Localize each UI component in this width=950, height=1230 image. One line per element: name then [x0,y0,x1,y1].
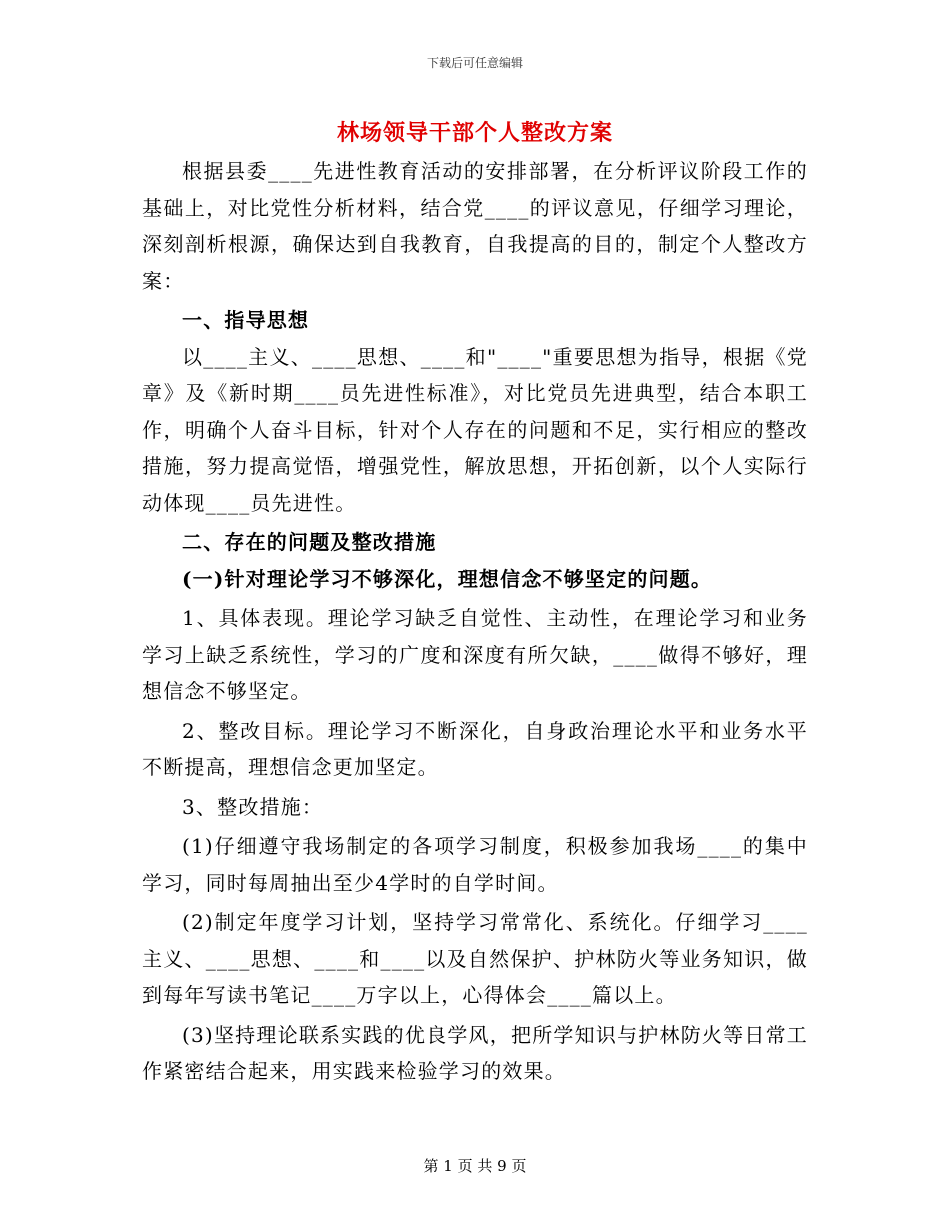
item-3-paragraph: 3、整改措施： [182,794,324,819]
measure-1-paragraph: (1)仔细遵守我场制定的各项学习制度，积极参加我场____的集中学习，同时每周抽出至少4学时的自学时间。 [142,834,808,895]
document-body [142,153,808,1090]
subsection-1-heading: (一)针对理论学习不够深化，理想信念不够坚定的问题。 [182,566,713,591]
document-title: 林场领导干部个人整改方案 [336,120,613,146]
measure-3-paragraph: (3)坚持理论联系实践的优良学风，把所学知识与护林防火等日常工作紧密结合起来，用实践来检验学习的效果。 [142,1022,808,1083]
page-number-footer: 第 1 页 共 9 页 [423,1157,527,1175]
intro-paragraph: 根据县委____先进性教育活动的安排部署，在分析评议阶段工作的基础上，对比党性分析材料，结合党____的评议意见，仔细学习理论，深刻剖析根源，确保达到自我教育，自我提高的目的，制定个人整改方案： [142,159,808,293]
section-2-heading: 二、存在的问题及整改措施 [182,530,437,554]
section-1-paragraph: 以____主义、____思想、____和"____"重要思想为指导，根据《党章》及《新时期____员先进性标准》，对比党员先进典型，结合本职工作，明确个人奋斗目标，针对个人存在的问题和不足，实行相应的整改措施，努力提高觉悟，增强党性，解放思想，开拓创新，以个人实际行动体现____员先进性。 [142,344,808,515]
item-2-paragraph: 2、整改目标。理论学习不断深化，自身政治理论水平和业务水平不断提高，理想信念更加坚定。 [142,718,808,779]
page-header-note: 下载后可任意编辑 [426,56,523,70]
section-1-heading: 一、指导思想 [182,308,310,332]
measure-2-paragraph: (2)制定年度学习计划，坚持学习常常化、系统化。仔细学习____主义、____思想、____和____以及自然保护、护林防火等业务知识，做到每年写读书笔记____万字以上，心得体会____篇以上。 [142,910,808,1007]
item-1-paragraph: 1、具体表现。理论学习缺乏自觉性、主动性，在理论学习和业务学习上缺乏系统性，学习的广度和深度有所欠缺，____做得不够好，理想信念不够坚定。 [142,606,808,703]
